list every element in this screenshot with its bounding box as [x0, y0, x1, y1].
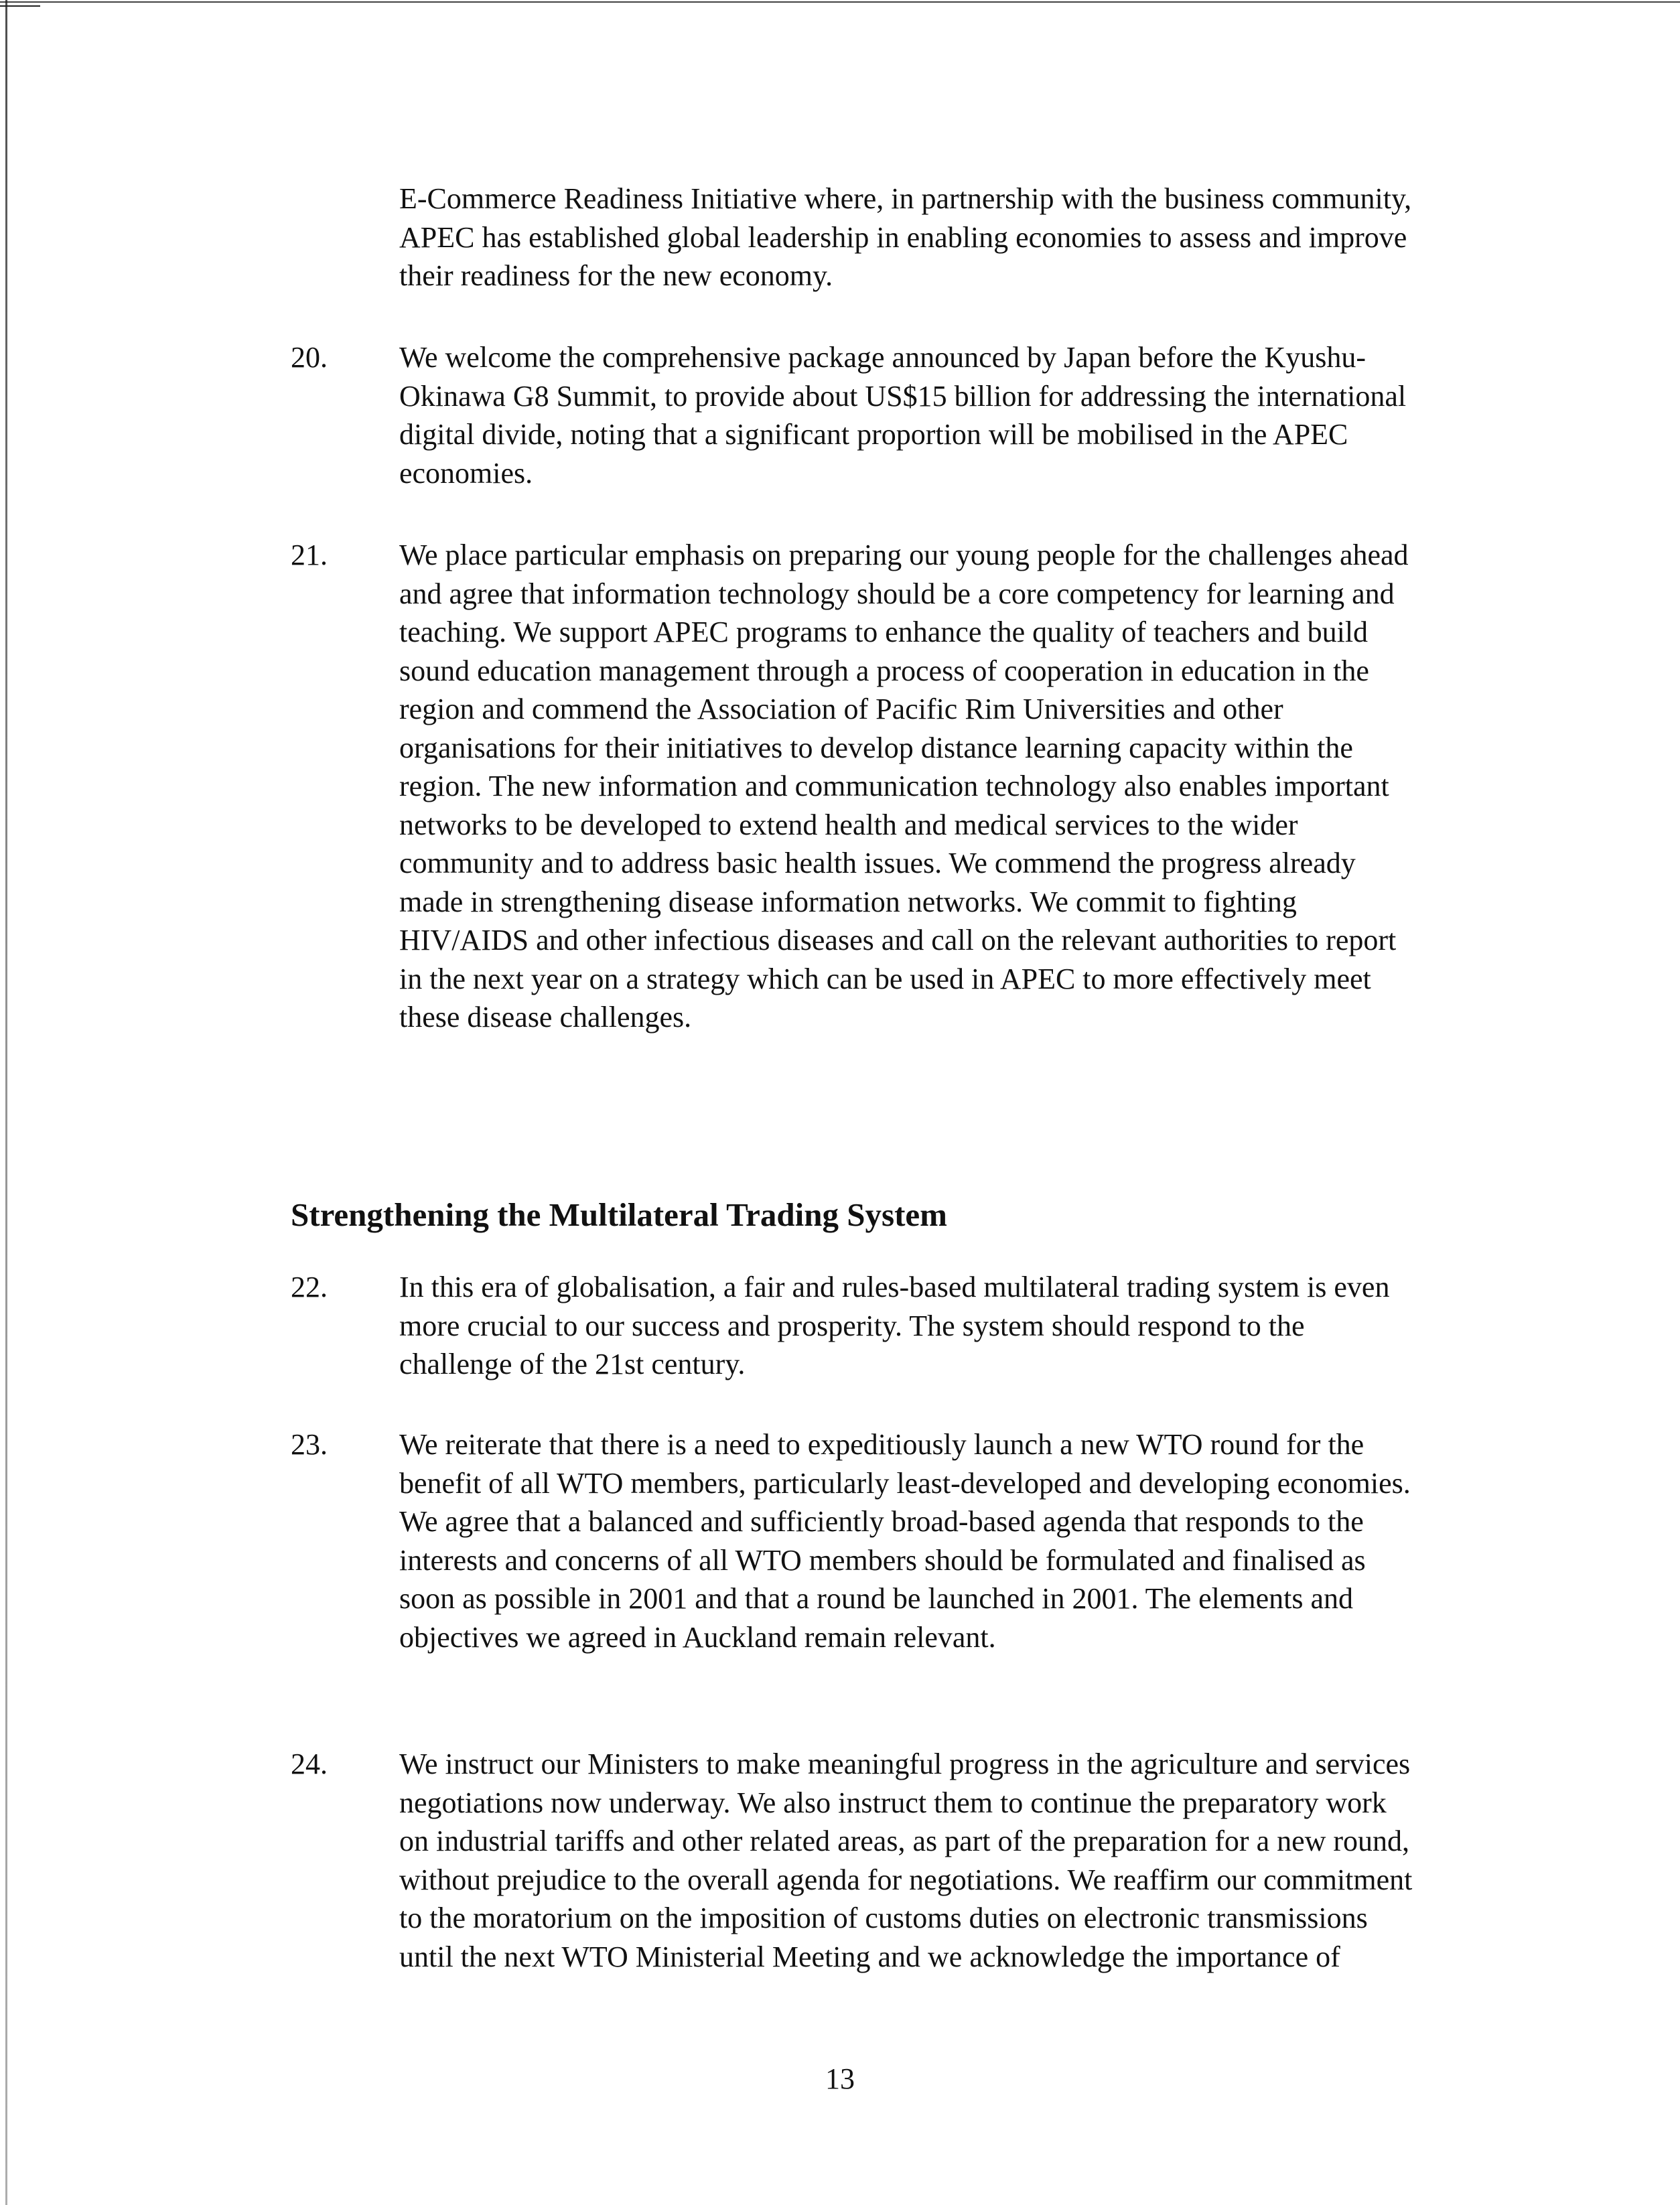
- page-number: 13: [825, 2062, 855, 2095]
- scan-edge-line: [0, 1, 1680, 3]
- paragraph-number-24: 24.: [291, 1748, 328, 1780]
- continuation-text: E-Commerce Readiness Initiative where, in partnership with the business community, APEC has established global leadership in enabling economies to assess and improve their readiness for the new economy.: [399, 182, 1412, 292]
- paragraph-text-22: In this era of globalisation, a fair and rules-based multilateral trading system is even more crucial to our success and prosperity. The system should respond to the challenge of the 21st century.: [399, 1271, 1390, 1380]
- paragraph-number-23: 23.: [291, 1428, 328, 1461]
- paragraph-number-20: 20.: [291, 341, 328, 374]
- paragraph-text-24: We instruct our Ministers to make meaningful progress in the agriculture and services negotiations now underway. We also instruct them to continue the preparatory work on industrial tariffs and other related areas, as part of the preparation for a new round, without prejudice to the overall agenda for negotiations. We reaffirm our commitment to the moratorium on the imposition of customs duties on electronic transmissions until the next WTO Ministerial Meeting and we acknowledge the importance of: [399, 1748, 1413, 1973]
- paragraph-text-20: We welcome the comprehensive package announced by Japan before the Kyushu-Okinawa G8 Summit, to provide about US$15 billion for addressing the international digital divide, noting that a significant proportion will be mobilised in the APEC economies.: [399, 341, 1407, 490]
- paragraph-number-22: 22.: [291, 1271, 328, 1303]
- paragraph-text-23: We reiterate that there is a need to expeditiously launch a new WTO round for the benefit of all WTO members, particularly least-developed and developing economies. We agree that a balanced and sufficiently broad-based agenda that responds to the interests and concerns of all WTO members should be formulated and finalised as soon as possible in 2001 and that a round be launched in 2001. The elements and objectives we agreed in Auckland remain relevant.: [399, 1428, 1411, 1654]
- scan-left-border: [5, 0, 7, 2205]
- section-heading: Strengthening the Multilateral Trading System: [291, 1196, 947, 1233]
- paragraph-text-21: We place particular emphasis on preparing our young people for the challenges ahead and agree that information technology should be a core competency for learning and teaching. We support APEC programs to enhance the quality of teachers and build sound education management through a process of cooperation in education in the region and commend the Association of Pacific Rim Universities and other organisations for their initiatives to develop distance learning capacity within the region. The new information and communication technology also enables important networks to be developed to extend health and medical services to the wider community and to address basic health issues. We commend the progress already made in strengthening disease information networks. We commit to fighting HIV/AIDS and other infectious diseases and call on the relevant authorities to report in the next year on a strategy which can be used in APEC to more effectively meet these disease challenges.: [399, 539, 1409, 1034]
- paragraph-number-21: 21.: [291, 539, 328, 571]
